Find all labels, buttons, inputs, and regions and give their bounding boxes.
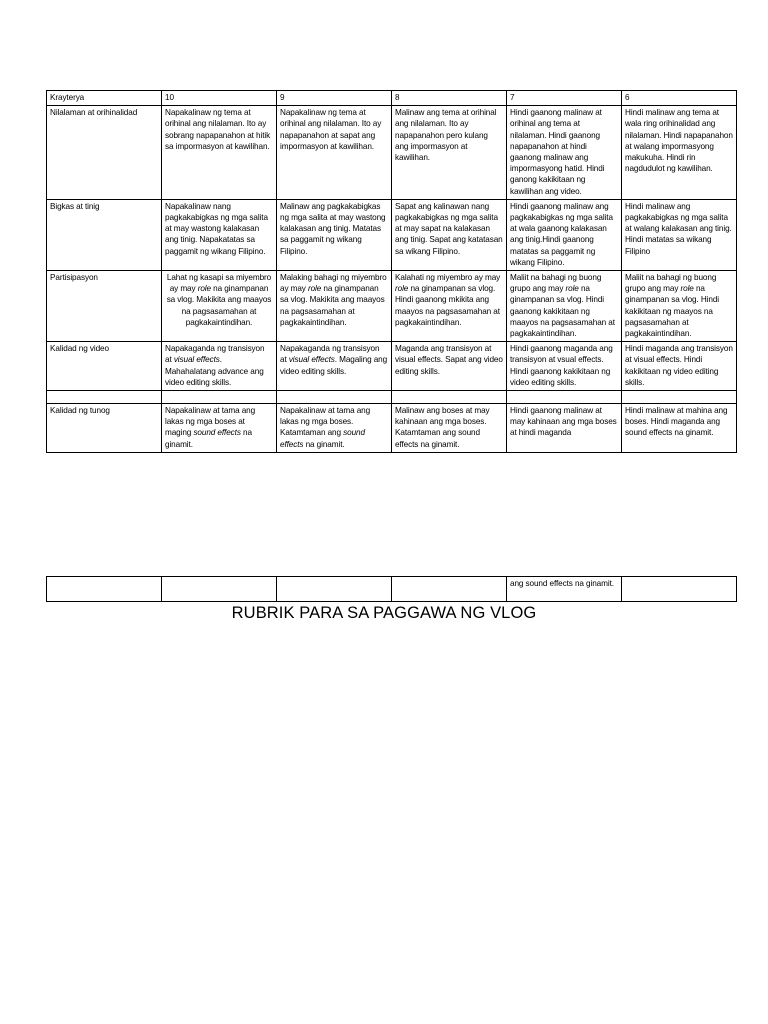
score-cell bbox=[507, 404, 622, 453]
spacer-cell bbox=[622, 391, 737, 404]
header-cell: 8 bbox=[392, 91, 507, 106]
score-cell bbox=[277, 404, 392, 453]
cell-text: Hindi malinaw at mahina ang boses. Hindi maganda ang sound effects na ginamit. bbox=[625, 406, 728, 438]
rubric-table bbox=[46, 90, 737, 453]
score-cell bbox=[622, 106, 737, 200]
criterion-cell: Nilalaman at orihinalidad bbox=[47, 106, 162, 200]
criterion-cell: Bigkas at tinig bbox=[47, 199, 162, 270]
cell-text: na ginampanan sa vlog. Hindi kakikitaan ng maayos na pagsasamahan at pagkakaintindihan. bbox=[625, 284, 719, 339]
score-cell bbox=[622, 271, 737, 342]
spacer-cell bbox=[392, 391, 507, 404]
cell-text: Hindi malinaw ang tema at wala ring orihinalidad ang nilalaman. Hindi napapanahon at walang impormasyong makukuha. Hindi rin nagdudulot ng kawilihan. bbox=[625, 108, 733, 174]
rubric-row bbox=[47, 106, 737, 200]
spacer-cell bbox=[507, 391, 622, 404]
cell-text: na ginampanan sa vlog. Hindi gaanong kakikitaan ng maayos na pagsasamahan at pagkakaintindihan. bbox=[510, 284, 615, 339]
cell-text: Malinaw ang pagkakabigkas ng mga salita at may wastong kalakasan ang tinig. Matatas sa paggamit ng wikang Filipino. bbox=[280, 201, 386, 256]
cell-text: Napakalinaw ng tema at orihinal ang nilalaman. Ito ay sobrang napapanahon at hitik sa impormasyon at kawilihan. bbox=[165, 108, 271, 151]
score-cell bbox=[162, 342, 277, 391]
cell-text: Lahat ng kasapi sa miyembro ay may bbox=[166, 273, 272, 294]
cell-text: Kalahati ng miyembro ay may bbox=[395, 273, 501, 283]
cell-text: Hindi gaanong maganda ang transisyon at vsual effects. Hindi gaanong kakikitaan ng video editing skills. bbox=[510, 344, 613, 387]
header-cell: 7 bbox=[507, 91, 622, 106]
criterion-cell: Partisipasyon bbox=[47, 271, 162, 342]
header-cell: 6 bbox=[622, 91, 737, 106]
score-cell bbox=[277, 199, 392, 270]
cell-text: na ginampanan sa vlog. Hindi gaanong mkikita ang maayos na pagsasamahan at pagkakaintindihan. bbox=[395, 284, 500, 327]
italic-term: sound effects bbox=[193, 428, 241, 438]
italic-term: role bbox=[680, 284, 694, 294]
italic-term: sound effects bbox=[280, 428, 365, 449]
score-cell bbox=[277, 342, 392, 391]
cell-text: . Mahahalatang advance ang video editing skills. bbox=[165, 355, 264, 387]
rubric-row bbox=[47, 404, 737, 453]
continuation-cell bbox=[47, 577, 162, 602]
score-cell bbox=[162, 199, 277, 270]
score-cell bbox=[622, 342, 737, 391]
score-cell bbox=[622, 199, 737, 270]
italic-term: role bbox=[197, 284, 211, 294]
cell-text: na ginampanan sa vlog. Makikita ang maayos na pagsasamahan at pagkakaintindihan. bbox=[280, 284, 385, 327]
score-cell bbox=[392, 342, 507, 391]
cell-text: na ginampanan sa vlog. Makikita ang maayos na pagsasamahan at pagkakaintindihan. bbox=[166, 284, 272, 327]
cell-text: Hindi malinaw ang pagkakabigkas ng mga salita at walang kalakasan ang tinig. Hindi matatas sa wikang Filipino bbox=[625, 201, 732, 256]
criterion-cell: Kalidad ng tunog bbox=[47, 404, 162, 453]
continuation-cell: ang sound effects na ginamit. bbox=[507, 577, 622, 602]
header-cell: 10 bbox=[162, 91, 277, 106]
rubric-table-body bbox=[47, 91, 737, 453]
score-cell bbox=[277, 106, 392, 200]
cell-text: na ginamit. bbox=[165, 428, 252, 449]
header-row bbox=[47, 91, 737, 106]
rubric-row bbox=[47, 271, 737, 342]
score-cell bbox=[162, 271, 277, 342]
cell-text: Sapat ang kalinawan nang pagkakabigkas ng mga salita at may sapat na kalakasan ang tinig. Sapat ang katatasan sa wikang Filipino. bbox=[395, 201, 503, 256]
spacer-row bbox=[47, 391, 737, 404]
score-cell bbox=[392, 199, 507, 270]
italic-term: role bbox=[395, 284, 409, 294]
cell-text: Maganda ang transisyon at visual effects. Sapat ang video editing skills. bbox=[395, 344, 503, 376]
cell-text: Malinaw ang boses at may kahinaan ang mga boses. Katamtaman ang sound effects na ginamit. bbox=[395, 406, 490, 449]
score-cell bbox=[277, 271, 392, 342]
cell-text: . Magaling ang video editing skills. bbox=[280, 355, 388, 376]
spacer-cell bbox=[47, 391, 162, 404]
cell-text: Napakaganda ng transisyon at bbox=[165, 344, 265, 365]
cell-text: Napakalinaw ng tema at orihinal ang nilalaman. Ito ay napapanahon at sapat ang impormasyon at kawilihan. bbox=[280, 108, 382, 151]
cell-text: na ginamit. bbox=[303, 439, 345, 449]
cell-text: Hindi gaanong malinaw at orihinal ang tema at nilalaman. Hindi gaanong napapanahon at hindi gaanong malinaw ang impormasyong hatid. Hindi ganong kakikitaan ng kawilihan ang video. bbox=[510, 108, 605, 196]
spacer-cell bbox=[277, 391, 392, 404]
spacer-cell bbox=[162, 391, 277, 404]
italic-term: visual effects bbox=[288, 355, 335, 365]
continuation-cell bbox=[162, 577, 277, 602]
cell-text: Maliit na bahagi ng buong grupo ang may bbox=[625, 273, 717, 294]
score-cell bbox=[507, 106, 622, 200]
score-cell bbox=[507, 342, 622, 391]
score-cell bbox=[392, 106, 507, 200]
page-title: RUBRIK PARA SA PAGGAWA NG VLOG bbox=[231, 604, 537, 622]
cell-text: Hindi maganda ang transisyon at visual effects. Hindi kakikitaan ng video editing skills. bbox=[625, 344, 733, 387]
cell-text: Hindi gaanong malinaw ang pagkakabigkas ng mga salita at wala gaanong kalakasan ang tinig.Hindi gaanong matatas sa paggamit ng wikang Filipino. bbox=[510, 201, 613, 267]
continuation-cell bbox=[392, 577, 507, 602]
cell-text: Malaking bahagi ng miyembro ay may bbox=[280, 273, 387, 294]
italic-term: visual effects bbox=[173, 355, 220, 365]
score-cell bbox=[622, 404, 737, 453]
score-cell bbox=[392, 271, 507, 342]
cell-text: Maliit na bahagi ng buong grupo ang may bbox=[510, 273, 602, 294]
score-cell bbox=[392, 404, 507, 453]
cell-text: Malinaw ang tema at orihinal ang nilalaman. Ito ay napapanahon pero kulang ang impormasyon at kawilihan. bbox=[395, 108, 497, 163]
header-cell: 9 bbox=[277, 91, 392, 106]
cell-text: Hindi gaanong malinaw at may kahinaan ang mga boses at hindi maganda bbox=[510, 406, 617, 438]
score-cell bbox=[162, 404, 277, 453]
cell-text: Napakalinaw nang pagkakabigkas ng mga salita at may wastong kalakasan ang tinig. Napakatatas sa paggamit ng wikang Filipino. bbox=[165, 201, 268, 256]
score-cell bbox=[507, 271, 622, 342]
continuation-row bbox=[47, 577, 737, 602]
rubric-row bbox=[47, 199, 737, 270]
italic-term: role bbox=[307, 284, 322, 294]
continuation-cell bbox=[622, 577, 737, 602]
cell-text: Napakalinaw at tama ang lakas ng mga boses. Katamtaman ang bbox=[280, 406, 371, 438]
cell-text: Napakaganda ng transisyon at bbox=[280, 344, 380, 365]
score-cell bbox=[507, 199, 622, 270]
header-cell: Krayterya bbox=[47, 91, 162, 106]
rubric-table-continuation bbox=[46, 576, 737, 602]
criterion-cell: Kalidad ng video bbox=[47, 342, 162, 391]
cell-text: Napakalinaw at tama ang lakas ng mga boses at maging bbox=[165, 406, 256, 438]
continuation-cell bbox=[277, 577, 392, 602]
italic-term: role bbox=[565, 284, 579, 294]
score-cell bbox=[162, 106, 277, 200]
rubric-row bbox=[47, 342, 737, 391]
